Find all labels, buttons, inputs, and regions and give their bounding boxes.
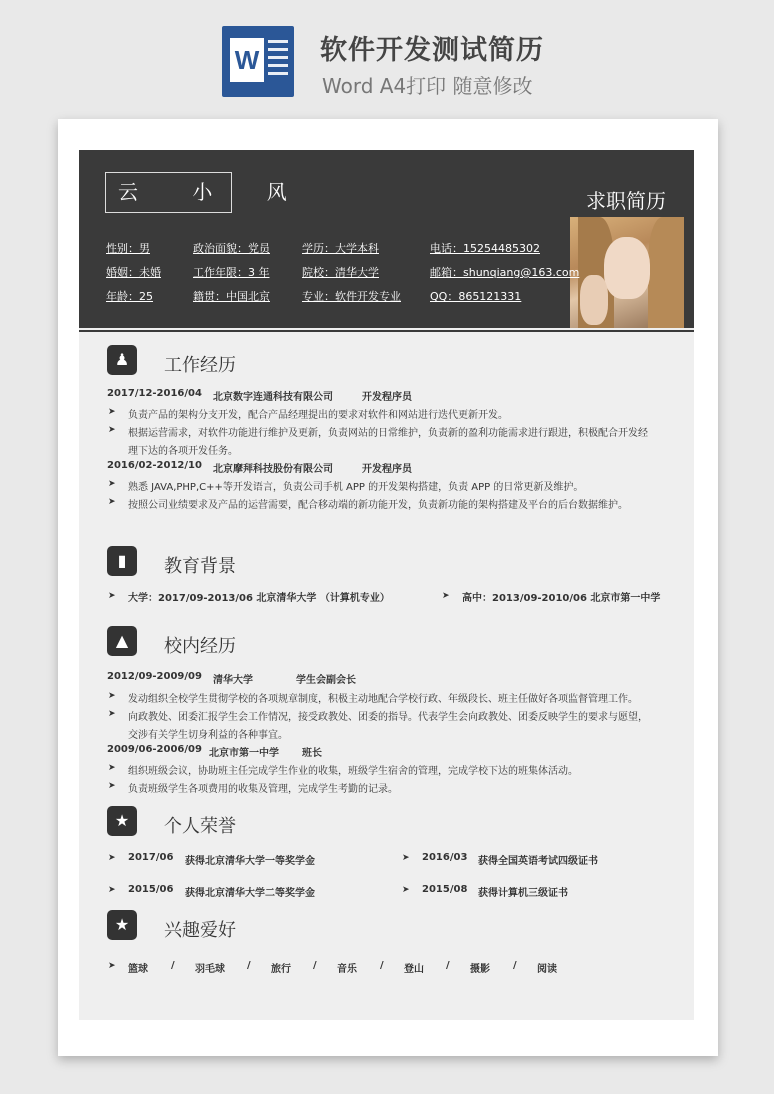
info-school: 院校：清华大学: [302, 266, 379, 279]
campus-2-period: 2009/06-2006/09: [107, 744, 202, 755]
book-icon: ▮: [107, 546, 137, 576]
word-logo-letter: W: [230, 38, 264, 82]
job-2-bullet-2: 按照公司业绩要求及产品的运营需要，配合移动端的新功能开发，负责新功能的架构搭建及平台的后台数据维护。: [128, 500, 628, 511]
job-1-bullet-2-cont: 理下达的各项开发任务。: [128, 446, 238, 457]
hobby-item: 摄影: [470, 964, 490, 975]
arrow-bullet-icon: ➤: [108, 497, 116, 507]
honor-1-text: 获得北京清华大学一等奖学金: [185, 856, 315, 867]
banner-subtitle: Word A4打印 随意修改: [322, 74, 533, 98]
candidate-name: 云 小 风: [105, 172, 232, 213]
info-qq: QQ：865121331: [430, 290, 522, 303]
arrow-bullet-icon: ➤: [108, 591, 116, 601]
word-icon: [222, 26, 294, 97]
arrow-bullet-icon: ➤: [108, 425, 116, 435]
job-2-bullet-1: 熟悉 JAVA,PHP,C++等开发语言，负责公司手机 APP 的开发架构搭建，负责 APP 的日常更新及维护。: [128, 482, 584, 493]
job-2-company: 北京摩拜科技股份有限公司: [213, 464, 333, 475]
arrow-bullet-icon: ➤: [108, 781, 116, 791]
arrow-bullet-icon: ➤: [108, 407, 116, 417]
arrow-bullet-icon: ➤: [402, 885, 410, 895]
arrow-bullet-icon: ➤: [108, 763, 116, 773]
campus-1-bullet-1: 发动组织全校学生贯彻学校的各项规章制度，积极主动地配合学校行政、年级段长、班主任做好各项监督管理工作。: [128, 694, 638, 705]
banner-title: 软件开发测试简历: [320, 35, 544, 66]
honor-2-date: 2016/03: [422, 852, 468, 863]
campus-2-role: 班长: [302, 748, 322, 759]
hobby-item: 阅读: [537, 964, 557, 975]
arrow-bullet-icon: ➤: [108, 853, 116, 863]
hobby-separator: /: [380, 960, 384, 971]
info-education: 学历：大学本科: [302, 242, 379, 255]
info-political: 政治面貌：党员: [193, 242, 270, 255]
hobby-item: 篮球: [128, 964, 148, 975]
header-divider: [79, 330, 694, 332]
hobby-separator: /: [446, 960, 450, 971]
education-section-title: 教育背景: [164, 556, 236, 577]
info-marital: 婚姻：未婚: [106, 266, 161, 279]
job-1-role: 开发程序员: [362, 392, 412, 403]
job-1-company: 北京数字连通科技有限公司: [213, 392, 333, 403]
trophy-icon: ★: [107, 910, 137, 940]
job-1-bullet-2: 根据运营需求，对软件功能进行维护及更新，负责网站的日常维护，负责新的盈利功能需求进行跟进，积极配合开发经: [128, 428, 648, 439]
hobbies-section-title: 兴趣爱好: [164, 920, 236, 941]
arrow-bullet-icon: ➤: [442, 591, 450, 601]
arrow-bullet-icon: ➤: [108, 709, 116, 719]
arrow-bullet-icon: ➤: [108, 961, 116, 971]
job-1-bullet-1: 负责产品的架构分支开发，配合产品经理提出的要求对软件和网站进行迭代更新开发。: [128, 410, 508, 421]
info-hometown: 籍贯：中国北京: [193, 290, 270, 303]
hobby-item: 旅行: [271, 964, 291, 975]
hobby-separator: /: [513, 960, 517, 971]
hobby-separator: /: [313, 960, 317, 971]
hobby-item: 羽毛球: [195, 964, 225, 975]
campus-1-bullet-2-cont: 交涉有关学生切身利益的各种事宜。: [128, 730, 288, 741]
honor-4-text: 获得计算机三级证书: [478, 888, 568, 899]
campus-section-title: 校内经历: [164, 636, 236, 657]
info-age: 年龄：25: [106, 290, 153, 303]
honor-4-date: 2015/08: [422, 884, 468, 895]
arrow-bullet-icon: ➤: [108, 885, 116, 895]
education-highschool: 高中：2013/09-2010/06 北京市第一中学: [462, 593, 661, 604]
campus-2-org: 北京市第一中学: [209, 748, 279, 759]
education-university: 大学：2017/09-2013/06 北京清华大学 （计算机专业）: [128, 593, 390, 604]
campus-2-bullet-1: 组织班级会议，协助班主任完成学生作业的收集，班级学生宿舍的管理，完成学校下达的班集体活动。: [128, 766, 578, 777]
info-gender: 性别：男: [106, 242, 150, 255]
honor-1-date: 2017/06: [128, 852, 174, 863]
person-icon: ♟: [107, 345, 137, 375]
hobby-item: 音乐: [337, 964, 357, 975]
hobby-separator: /: [247, 960, 251, 971]
job-2-period: 2016/02-2012/10: [107, 460, 202, 471]
campus-1-bullet-2: 向政教处、团委汇报学生会工作情况，接受政教处、团委的指导。代表学生会向政教处、团委反映学生的要求与愿望，: [128, 712, 648, 723]
graduation-cap-icon: ▲: [107, 626, 137, 656]
honor-3-date: 2015/06: [128, 884, 174, 895]
campus-1-role: 学生会副会长: [296, 675, 356, 686]
work-section-title: 工作经历: [164, 355, 236, 376]
job-2-role: 开发程序员: [362, 464, 412, 475]
honors-section-title: 个人荣誉: [164, 816, 236, 837]
info-major: 专业：软件开发专业: [302, 290, 401, 303]
campus-2-bullet-2: 负责班级学生各项费用的收集及管理，完成学生考勤的记录。: [128, 784, 398, 795]
job-1-period: 2017/12-2016/04: [107, 388, 202, 399]
arrow-bullet-icon: ➤: [108, 691, 116, 701]
info-work-years: 工作年限：3 年: [193, 266, 270, 279]
top-banner: [0, 0, 774, 112]
info-email: 邮箱：shunqiang@163.com: [430, 266, 580, 279]
info-phone: 电话：15254485302: [430, 242, 540, 255]
campus-1-period: 2012/09-2009/09: [107, 671, 202, 682]
hobby-item: 登山: [404, 964, 424, 975]
trophy-icon: ★: [107, 806, 137, 836]
honor-2-text: 获得全国英语考试四级证书: [478, 856, 598, 867]
job-title: 求职简历: [586, 189, 666, 213]
campus-1-org: 清华大学: [213, 675, 253, 686]
arrow-bullet-icon: ➤: [402, 853, 410, 863]
profile-photo: [570, 217, 684, 328]
arrow-bullet-icon: ➤: [108, 479, 116, 489]
honor-3-text: 获得北京清华大学二等奖学金: [185, 888, 315, 899]
hobby-separator: /: [171, 960, 175, 971]
